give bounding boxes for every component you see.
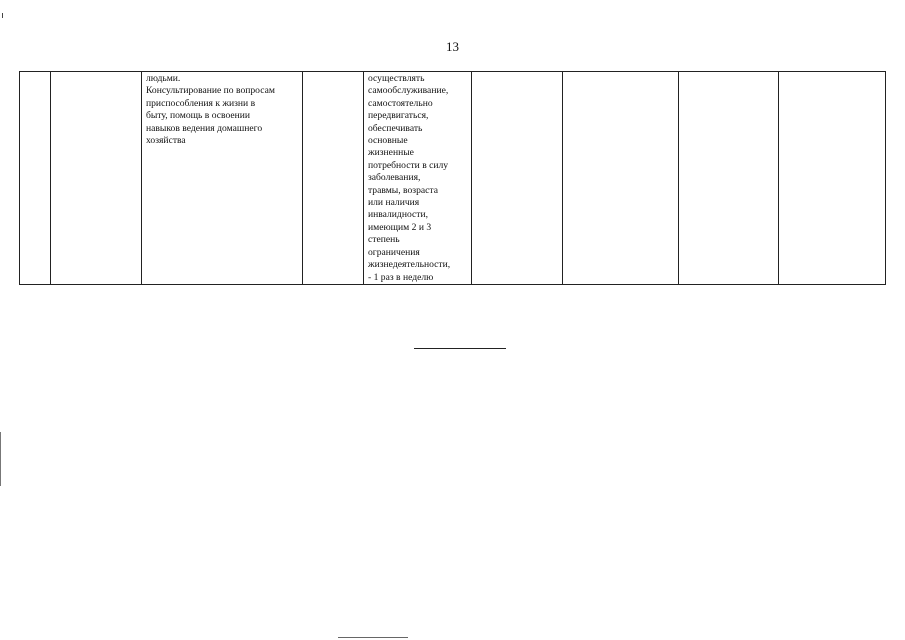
service-content-line: Консультирование по вопросам bbox=[146, 85, 275, 97]
recipients-line: - 1 раз в неделю bbox=[368, 271, 434, 283]
cell-empty bbox=[679, 72, 779, 285]
cell-service-name bbox=[51, 72, 142, 285]
service-content-line: приспособления к жизни в bbox=[146, 97, 256, 109]
recipients-line: травмы, возраста bbox=[368, 184, 438, 196]
cell-empty bbox=[779, 72, 886, 285]
scan-mark-top bbox=[2, 13, 3, 18]
cell-empty bbox=[472, 72, 563, 285]
recipients-line: или наличия bbox=[368, 197, 420, 209]
services-table bbox=[19, 71, 886, 285]
service-content-line: хозяйства bbox=[146, 135, 186, 147]
table-row bbox=[20, 72, 886, 285]
recipients-line: жизнедеятельности, bbox=[368, 259, 451, 271]
recipients-line: ограничения bbox=[368, 246, 420, 258]
scan-mark-left bbox=[0, 432, 1, 486]
service-content-line: навыков ведения домашнего bbox=[146, 122, 263, 134]
recipients-line: самостоятельно bbox=[368, 97, 433, 109]
recipients-line: инвалидности, bbox=[368, 209, 428, 221]
end-divider-line bbox=[414, 348, 506, 349]
recipients-line: осуществлять bbox=[368, 73, 425, 84]
cell-empty bbox=[563, 72, 679, 285]
cell-number bbox=[20, 72, 51, 285]
recipients-line: заболевания, bbox=[368, 172, 421, 184]
recipients-line: самообслуживание, bbox=[368, 85, 449, 97]
recipients-line: потребности в силу bbox=[368, 159, 449, 171]
recipients-line: жизненные bbox=[368, 147, 414, 159]
recipients-line: степень bbox=[368, 234, 400, 246]
recipients-line: обеспечивать bbox=[368, 122, 423, 134]
recipients-line: имеющим 2 и 3 bbox=[368, 221, 432, 233]
service-content-line: людьми. bbox=[146, 73, 181, 84]
cell-recipients bbox=[364, 72, 472, 285]
scan-mark-bottom bbox=[338, 637, 408, 638]
service-content-line: быту, помощь в освоении bbox=[146, 110, 251, 122]
cell-empty bbox=[303, 72, 364, 285]
recipients-line: передвигаться, bbox=[368, 110, 429, 122]
recipients-line: основные bbox=[368, 135, 408, 147]
cell-service-content bbox=[142, 72, 303, 285]
page-number: 13 bbox=[446, 39, 459, 54]
